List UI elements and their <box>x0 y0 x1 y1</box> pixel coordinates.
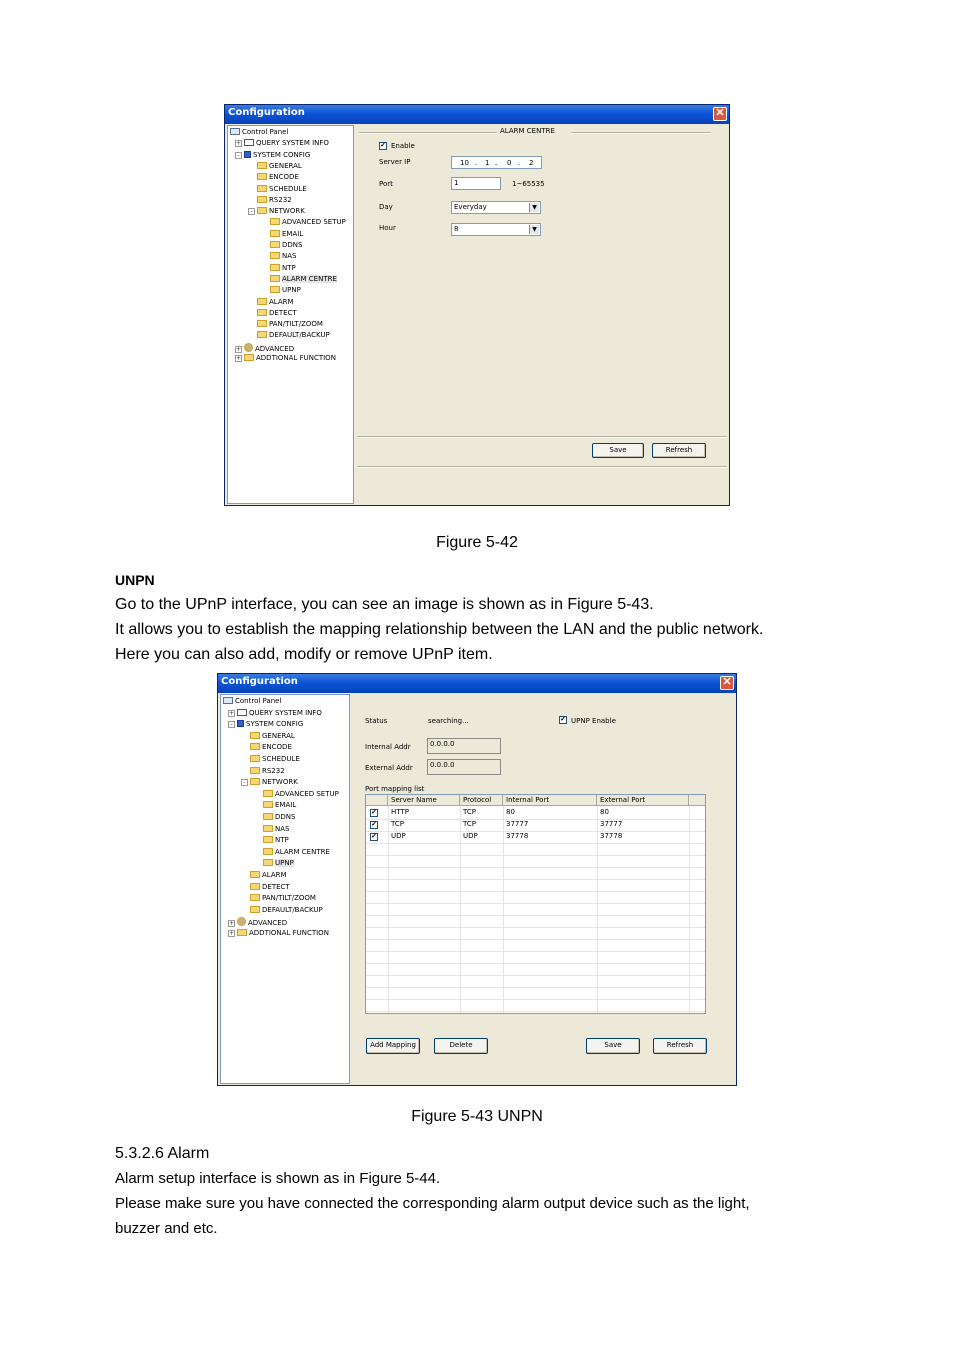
folder-icon <box>237 929 247 936</box>
folder-icon <box>250 732 260 739</box>
port-label: Port <box>379 180 393 188</box>
tree-item-label: QUERY SYSTEM INFO <box>256 139 329 148</box>
tree-item-label: GENERAL <box>269 161 302 170</box>
paragraph-line: Here you can also add, modify or remove UPnP item. <box>115 646 493 663</box>
folder-icon <box>263 825 273 832</box>
enable-label: Enable <box>391 142 415 150</box>
tree-item[interactable] <box>257 185 307 194</box>
tree-item[interactable] <box>257 331 330 340</box>
folder-icon <box>250 767 260 774</box>
tree-item-label: ENCODE <box>262 743 292 752</box>
tree-item[interactable] <box>263 848 330 857</box>
collapse-icon[interactable]: - <box>241 779 248 786</box>
info-icon <box>244 139 254 146</box>
port-mapping-label: Port mapping list <box>365 785 425 793</box>
tree-item[interactable] <box>263 836 289 845</box>
upnp-enable-label: UPNP Enable <box>571 717 616 725</box>
tree-item[interactable] <box>270 252 296 261</box>
ip-octet-3[interactable]: 0 <box>507 159 512 167</box>
ip-octet-2[interactable]: 1 <box>485 159 490 167</box>
tree-item-label: SYSTEM CONFIG <box>246 720 304 729</box>
tree-item-label: SCHEDULE <box>269 184 307 193</box>
folder-icon <box>250 743 260 750</box>
tree-item-label: UPNP <box>275 859 294 868</box>
refresh-button[interactable]: Refresh <box>653 1038 707 1054</box>
server-ip-label: Server IP <box>379 158 411 166</box>
folder-icon <box>263 848 273 855</box>
save-button[interactable]: Save <box>592 443 644 458</box>
cell-external-port: 37778 <box>600 832 623 840</box>
tree-item[interactable] <box>250 755 300 764</box>
tree-item-label: Control Panel <box>242 128 289 136</box>
port-input[interactable]: 1 <box>451 177 501 190</box>
divider <box>357 436 727 438</box>
tree-item[interactable] <box>257 320 323 329</box>
tree-item-label: DDNS <box>275 813 296 821</box>
close-icon[interactable]: ✕ <box>713 107 727 121</box>
folder-icon <box>257 173 267 180</box>
column-header-protocol[interactable]: Protocol <box>460 795 503 806</box>
cell-external-port: 80 <box>600 808 609 816</box>
tree-item[interactable] <box>250 732 295 741</box>
tree-item[interactable] <box>241 778 298 787</box>
folder-icon <box>250 755 260 762</box>
tree-item[interactable] <box>270 218 346 227</box>
tree-item-label: DEFAULT/BACKUP <box>269 331 330 340</box>
navigation-tree <box>227 125 354 504</box>
ip-octet-4[interactable]: 2 <box>529 159 534 167</box>
tree-item-label: ALARM CENTRE <box>275 847 330 856</box>
tree-item-label: NTP <box>282 263 296 272</box>
paragraph-line: buzzer and etc. <box>115 1220 218 1237</box>
title-bar[interactable] <box>225 105 729 124</box>
tree-item-label: EMAIL <box>282 229 304 238</box>
tree-item[interactable] <box>228 709 322 718</box>
tree-item-label: ADVANCED SETUP <box>275 789 339 798</box>
chevron-down-icon[interactable]: ▼ <box>529 225 539 234</box>
folder-icon <box>257 162 267 169</box>
row-checkbox[interactable]: ✓ <box>371 809 377 816</box>
pc-icon <box>230 128 240 135</box>
add-mapping-button[interactable]: Add Mapping <box>366 1038 420 1054</box>
tree-item[interactable] <box>250 883 290 892</box>
gear-icon <box>244 343 253 352</box>
tree-item-label: ADVANCED <box>248 919 288 928</box>
tree-item-label: ALARM <box>262 871 287 879</box>
table-row-divider <box>366 831 705 832</box>
ip-dot: . <box>518 159 521 167</box>
row-checkbox[interactable]: ✓ <box>371 833 377 840</box>
table-row-divider <box>366 843 705 844</box>
expand-icon[interactable]: + <box>236 140 242 148</box>
table-column-divider <box>689 806 690 1013</box>
tree-item-label: DDNS <box>282 241 303 249</box>
tree-item-label: ALARM <box>269 297 294 306</box>
tree-item[interactable] <box>235 151 310 160</box>
tree-item[interactable] <box>228 929 329 938</box>
tree-item[interactable] <box>235 343 294 354</box>
port-mapping-table[interactable] <box>365 794 706 1014</box>
folder-icon <box>270 252 280 259</box>
folder-icon <box>250 883 260 890</box>
tree-item[interactable] <box>270 230 303 239</box>
close-icon[interactable]: ✕ <box>720 676 734 690</box>
table-column-divider <box>597 806 598 1013</box>
folder-icon <box>257 309 267 316</box>
tree-item-label: UPNP <box>282 286 301 295</box>
configuration-window-fig42 <box>224 104 730 506</box>
internal-addr-label: Internal Addr <box>365 743 411 751</box>
table-row-divider <box>366 915 705 916</box>
cell-internal-port: 37777 <box>506 820 529 828</box>
folder-icon <box>263 836 273 843</box>
ip-dot: . <box>475 159 478 167</box>
table-row-divider <box>366 987 705 988</box>
expand-icon[interactable]: + <box>229 709 235 717</box>
table-row-divider <box>366 819 705 820</box>
expand-icon[interactable]: + <box>229 930 235 937</box>
tree-item-label: PAN/TILT/ZOOM <box>269 320 323 329</box>
tree-item[interactable] <box>263 825 289 834</box>
tree-item-label: NAS <box>282 252 297 261</box>
figure-caption: Figure 5-43 UNPN <box>411 1108 543 1125</box>
tree-item[interactable] <box>257 309 297 318</box>
folder-icon <box>270 230 280 237</box>
expand-icon[interactable]: + <box>229 920 235 928</box>
expand-icon[interactable]: + <box>236 345 242 353</box>
folder-icon <box>270 275 280 282</box>
cell-internal-port: 37778 <box>506 832 529 840</box>
hour-select[interactable] <box>451 223 541 236</box>
cell-server-name: UDP <box>391 832 406 840</box>
figure-caption: Figure 5-42 <box>436 534 518 551</box>
table-row-divider <box>366 891 705 892</box>
collapse-icon[interactable]: - <box>248 208 255 215</box>
status-label: Status <box>365 717 388 725</box>
tree-item-label: ADVANCED <box>255 344 295 353</box>
hour-label: Hour <box>379 224 396 232</box>
system-config-icon <box>237 720 244 727</box>
section-heading-unpn: UNPN <box>115 572 155 588</box>
tree-item[interactable] <box>250 894 316 903</box>
folder-icon <box>263 790 273 797</box>
folder-icon <box>270 286 280 293</box>
enable-checkbox[interactable]: ✓ <box>380 142 386 149</box>
folder-icon <box>270 218 280 225</box>
folder-icon <box>257 185 267 192</box>
delete-button[interactable]: Delete <box>434 1038 488 1054</box>
cell-server-name: TCP <box>391 820 404 828</box>
tree-item[interactable] <box>250 871 287 880</box>
tree-item-label: ALARM CENTRE <box>282 274 337 283</box>
table-row-divider <box>366 963 705 964</box>
ip-dot: . <box>495 159 498 167</box>
pc-icon <box>223 697 233 704</box>
collapse-icon[interactable]: - <box>235 152 242 159</box>
tree-item[interactable] <box>248 207 305 216</box>
table-row-divider <box>366 903 705 904</box>
folder-icon <box>263 859 273 866</box>
folder-icon <box>257 331 267 338</box>
cell-protocol: TCP <box>463 820 476 828</box>
tree-item-label: ADVANCED SETUP <box>282 218 346 227</box>
table-row-divider <box>366 867 705 868</box>
folder-icon <box>270 264 280 271</box>
tree-item[interactable] <box>263 801 296 810</box>
tree-item[interactable] <box>270 241 302 250</box>
group-line-left <box>359 132 497 134</box>
title-bar[interactable] <box>218 674 736 693</box>
tree-item[interactable] <box>263 813 295 822</box>
tree-item[interactable] <box>230 128 288 137</box>
collapse-icon[interactable]: - <box>228 721 235 728</box>
hour-select-value: 8 <box>454 225 459 233</box>
external-addr-label: External Addr <box>365 764 413 772</box>
column-header-select <box>366 795 388 806</box>
tree-item[interactable] <box>257 173 299 182</box>
table-row-divider <box>366 939 705 940</box>
navigation-tree <box>220 694 350 1084</box>
divider <box>357 466 727 468</box>
tree-item[interactable] <box>270 286 301 295</box>
paragraph-line: Please make sure you have connected the corresponding alarm output device such as the light, <box>115 1195 750 1212</box>
tree-item[interactable] <box>235 354 336 363</box>
folder-icon <box>263 813 273 820</box>
day-select-value: Everyday <box>454 203 487 211</box>
tree-item[interactable] <box>228 720 303 729</box>
column-header-internal-port[interactable]: Internal Port <box>503 795 597 806</box>
internal-addr-field: 0.0.0.0 <box>427 738 501 754</box>
paragraph-line: Alarm setup interface is shown as in Figure 5-44. <box>115 1170 441 1187</box>
tree-item-label: Control Panel <box>235 697 282 705</box>
table-row-divider <box>366 975 705 976</box>
table-row-divider <box>366 999 705 1000</box>
info-icon <box>237 709 247 716</box>
folder-icon <box>250 778 260 785</box>
system-config-icon <box>244 151 251 158</box>
folder-icon <box>270 241 280 248</box>
status-value: searching... <box>428 717 469 725</box>
tree-item-label: NETWORK <box>262 778 298 787</box>
tree-item[interactable] <box>235 139 329 148</box>
day-select[interactable] <box>451 201 541 214</box>
table-row-divider <box>366 879 705 880</box>
tree-item-label: PAN/TILT/ZOOM <box>262 894 316 903</box>
tree-item-label: ADDTIONAL FUNCTION <box>256 354 336 362</box>
tree-item[interactable] <box>270 264 296 273</box>
folder-icon <box>257 207 267 214</box>
server-ip-field[interactable] <box>451 156 542 169</box>
tree-item-label: DETECT <box>262 882 290 891</box>
save-button[interactable]: Save <box>586 1038 640 1054</box>
configuration-window-fig43 <box>217 673 737 1086</box>
table-column-divider <box>460 806 461 1013</box>
tree-item-label: DEFAULT/BACKUP <box>262 905 323 914</box>
folder-icon <box>257 298 267 305</box>
tree-item[interactable] <box>223 697 281 706</box>
group-title: ALARM CENTRE <box>500 127 555 135</box>
tree-item-label: RS232 <box>269 195 292 204</box>
tree-item-label: NTP <box>275 836 289 845</box>
chevron-down-icon[interactable]: ▼ <box>529 203 539 212</box>
tree-item-label: SCHEDULE <box>262 755 300 763</box>
folder-icon <box>257 320 267 327</box>
external-addr-field: 0.0.0.0 <box>427 759 501 775</box>
tree-item[interactable] <box>250 906 323 915</box>
tree-item-label: GENERAL <box>262 731 295 740</box>
day-label: Day <box>379 203 393 211</box>
window-title: Configuration <box>221 676 298 687</box>
table-row-divider <box>366 1011 705 1012</box>
tree-item-label: QUERY SYSTEM INFO <box>249 708 322 717</box>
tree-item[interactable] <box>257 196 292 205</box>
cell-protocol: UDP <box>463 832 478 840</box>
column-header-server-name[interactable]: Server Name <box>388 795 460 806</box>
tree-item-label: EMAIL <box>275 801 297 810</box>
paragraph-line: It allows you to establish the mapping relationship between the LAN and the public network. <box>115 621 764 638</box>
gear-icon <box>237 917 246 926</box>
cell-internal-port: 80 <box>506 808 515 816</box>
tree-item-label: NAS <box>275 824 290 833</box>
table-row-divider <box>366 927 705 928</box>
tree-item-label: ADDTIONAL FUNCTION <box>249 929 329 937</box>
tree-item-label: RS232 <box>262 766 285 775</box>
table-column-divider <box>503 806 504 1013</box>
folder-icon <box>263 801 273 808</box>
folder-icon <box>244 354 254 361</box>
table-row-divider <box>366 855 705 856</box>
group-line-right <box>571 132 711 134</box>
table-row-divider <box>366 951 705 952</box>
tree-item[interactable] <box>257 298 294 307</box>
tree-item-label: SYSTEM CONFIG <box>253 150 311 159</box>
tree-item[interactable] <box>270 275 337 284</box>
tree-item[interactable] <box>228 917 287 928</box>
tree-item[interactable] <box>263 790 339 799</box>
window-title: Configuration <box>228 107 305 118</box>
section-heading-alarm: 5.3.2.6 Alarm <box>115 1145 210 1162</box>
paragraph-line: Go to the UPnP interface, you can see an image is shown as in Figure 5-43. <box>115 596 654 613</box>
cell-protocol: TCP <box>463 808 476 816</box>
row-checkbox[interactable]: ✓ <box>371 821 377 828</box>
tree-item[interactable] <box>250 743 292 752</box>
tree-item[interactable] <box>263 859 294 868</box>
cell-external-port: 37777 <box>600 820 623 828</box>
tree-item-label: ENCODE <box>269 173 299 182</box>
cell-server-name: HTTP <box>391 808 409 816</box>
folder-icon <box>250 871 260 878</box>
tree-item-label: NETWORK <box>269 207 305 216</box>
table-column-divider <box>388 806 389 1013</box>
upnp-enable-checkbox[interactable]: ✓ <box>560 716 566 723</box>
tree-item-label: DETECT <box>269 308 297 317</box>
refresh-button[interactable]: Refresh <box>652 443 706 458</box>
ip-octet-1[interactable]: 10 <box>460 159 469 167</box>
port-range-hint: 1~65535 <box>512 180 545 188</box>
folder-icon <box>250 906 260 913</box>
tree-item[interactable] <box>250 767 285 776</box>
column-header-filler <box>689 795 706 806</box>
tree-item[interactable] <box>257 162 302 171</box>
expand-icon[interactable]: + <box>236 355 242 362</box>
folder-icon <box>250 894 260 901</box>
column-header-external-port[interactable]: External Port <box>597 795 689 806</box>
folder-icon <box>257 196 267 203</box>
